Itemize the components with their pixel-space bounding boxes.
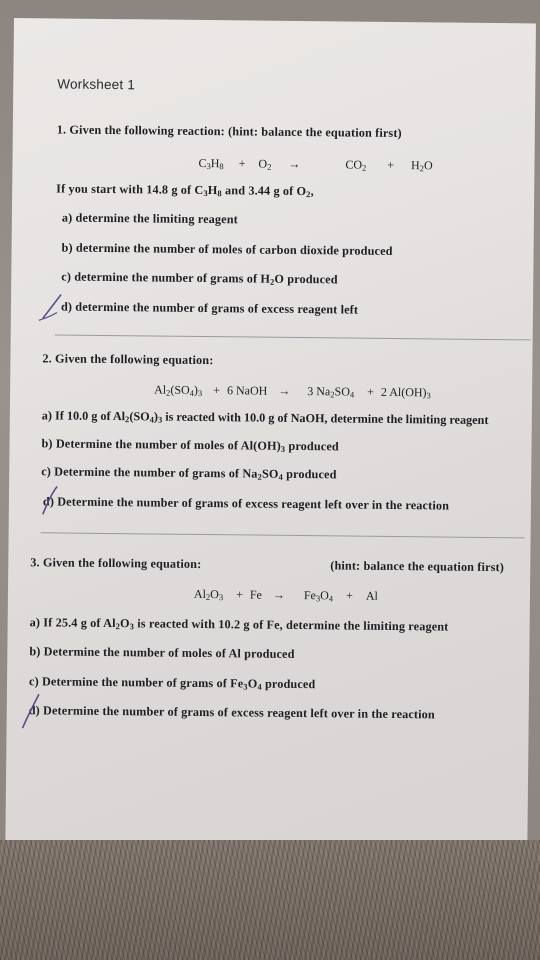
q1-part-d: d) determine the number of grams of excess reagent left [60, 299, 359, 317]
q3-product2: Al [365, 588, 378, 603]
q2-product1: 3 $Na_2SO_4$ [307, 384, 355, 400]
q2-equation [154, 382, 431, 400]
q3-reactant1: $Al_2O_3$ [193, 586, 224, 603]
q3-reactant2: Fe [249, 587, 263, 602]
q3-hint: (hint: balance the equation first) [330, 558, 505, 575]
q2-part-b: b) Determine the number of moles of $Al(OH)_3$ produced [41, 436, 339, 454]
q1-product2: $H_2O$ [411, 158, 433, 174]
q2-reactant2: 6 NaOH [226, 383, 268, 398]
q1-equation [198, 156, 432, 173]
q2-reactant1: $Al_2(SO_4)_3$ [154, 382, 203, 398]
q2-part-a: a) If 10.0 g of $Al_2(SO_4)_3$ is reacted with 10.0 g of NaOH, determine the limiting reagent [41, 408, 489, 427]
q1-reactant1: $C_3H_8$ [198, 155, 224, 172]
plus-sign: + [236, 587, 244, 602]
q3-product1: $Fe_3O_4$ [303, 588, 334, 604]
plus-sign: + [238, 156, 246, 171]
q2-part-c: c) Determine the number of grams of $Na_2SO_4$ produced [41, 464, 337, 482]
q1-part-a: a) determine the limiting reagent [61, 210, 238, 227]
q1-part-c: c) determine the number of grams of $H_2O$ produced [61, 269, 338, 287]
plus-sign: + [346, 588, 353, 603]
q1-product1: $CO_2$ [345, 157, 367, 173]
plus-sign: + [213, 383, 221, 398]
worksheet-page [5, 18, 536, 875]
pen-mark-icon [15, 688, 51, 732]
q2-part-d: d) Determine the number of grams of excess reagent left over in the reaction [42, 494, 450, 513]
worksheet-title: Worksheet 1 [57, 76, 136, 93]
reaction-arrow: → [288, 156, 301, 172]
q3-part-a: a) If 25.4 g of $Al_2O_3$ is reacted with 10.2 g of Fe, determine the limiting reagent [29, 615, 449, 634]
q1-prompt: 1. Given the following reaction: (hint: balance the equation first) [56, 122, 402, 141]
reaction-arrow: → [272, 587, 286, 602]
q3-equation [194, 587, 378, 604]
q2-product2: 2 $Al(OH)_3$ [380, 384, 431, 401]
q2-prompt: 2. Given the following equation: [42, 351, 214, 368]
pen-mark-icon [33, 480, 69, 520]
q1-given: If you start with 14.8 g of $C_3H_8$ and 3.44 g of $O_2$, [56, 181, 314, 200]
reaction-arrow: → [278, 383, 291, 398]
plus-sign: + [367, 384, 375, 399]
q3-prompt: 3. Given the following equation: [30, 555, 202, 571]
carpet-background [0, 840, 540, 960]
q1-reactant2: $O_2$ [258, 156, 272, 172]
q1-part-b: b) determine the number of moles of carbon dioxide produced [61, 240, 393, 258]
section-divider [55, 334, 531, 340]
q3-part-c: c) Determine the number of grams of $Fe_3O_4$ produced [28, 674, 316, 692]
q3-part-d: d) Determine the number of grams of excess reagent left over in the reaction [28, 703, 435, 722]
q3-part-b: b) Determine the number of moles of Al produced [29, 644, 295, 661]
plus-sign: + [387, 157, 395, 172]
section-divider [41, 532, 525, 538]
pen-mark-icon [35, 288, 75, 328]
